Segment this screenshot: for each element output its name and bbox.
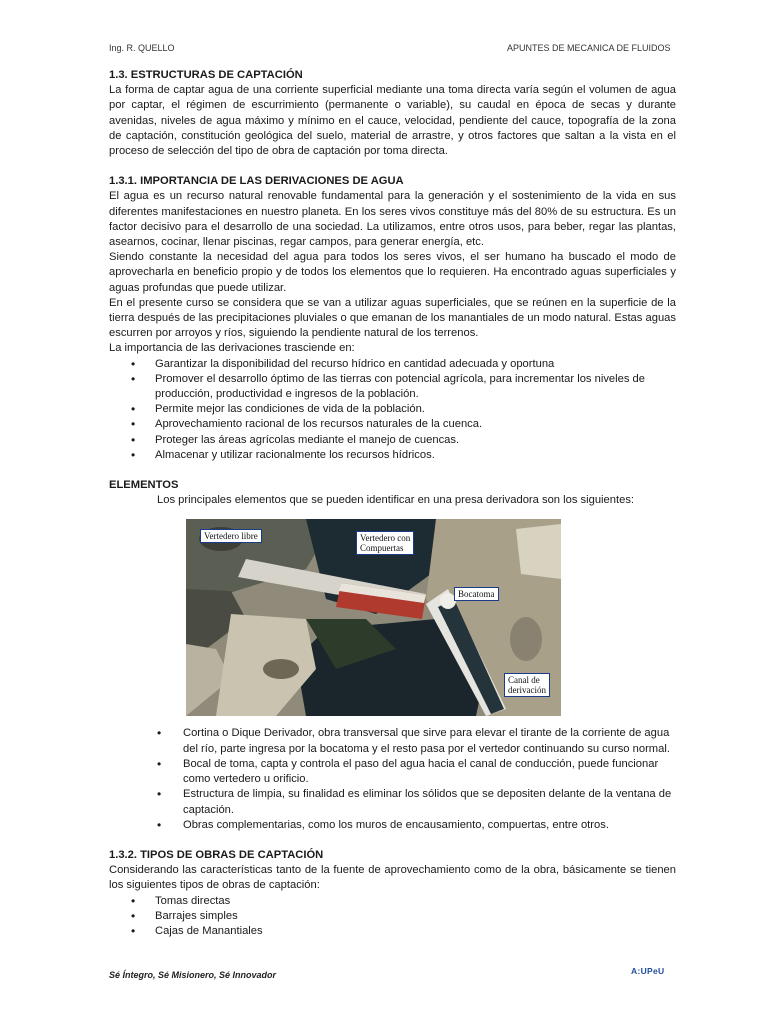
list-item: • Permite mejor las condiciones de vida de la población. [109,402,676,417]
list-item: • Proteger las áreas agrícolas mediante el manejo de cuencas. [109,433,676,448]
list-item: • Tomas directas [109,894,676,909]
list-item: • Cajas de Manantiales [109,924,676,939]
label-canal-derivacion: Canal de derivación [504,673,550,697]
paragraph: En el presente curso se considera que se van a utilizar aguas superficiales, que se reúnen en la superficie de la tierra después de las precipitaciones pluviales o que emanan de los manantiales de un modo natural. Estas aguas escurren por arroyos y ríos, siguiendo la pendiente natural de los terrenos. [109,296,676,340]
dam-aerial-photo [186,519,561,716]
list-item: • Aprovechamiento racional de los recursos naturales de la cuenca. [109,417,676,432]
header-course: APUNTES DE MECANICA DE FLUIDOS [507,43,671,53]
document-body [109,68,676,939]
section-title-1-3-2: 1.3.2. TIPOS DE OBRAS DE CAPTACIÓN [109,848,324,861]
paragraph: La forma de captar agua de una corriente superficial mediante una toma directa varía según el volumen de agua por captar, el régimen de escurrimiento (permanente o variable), su caudal en época de secas y durante avenidas, niveles de agua máximo y mínimo en el cauce, velocidad, pendiente del cauce, topografía de la zona de captación, constitución geológica del suelo, material de arrastre, y otros factores que saltan a la vista en el proceso de selección del tipo de obra de captación por toma directa. [109,84,676,158]
list-item: • Bocal de toma, capta y controla el paso del agua hacia el canal de conducción, puede funcionar como vertedero u orificio. [109,757,676,787]
list-item: • Promover el desarrollo óptimo de las tierras con potencial agrícola, para incrementar los niveles de producción, productividad e ingresos de la población. [109,372,676,402]
types-list [109,894,676,940]
list-item: • Garantizar la disponibilidad del recurso hídrico en cantidad adecuada y oportuna [109,357,676,372]
list-item: • Barrajes simples [109,909,676,924]
paragraph: La importancia de las derivaciones trasciende en: [109,342,355,355]
list-item: • Cortina o Dique Derivador, obra transversal que sirve para elevar el tirante de la corriente de agua del río, parte ingresa por la bocatoma y el resto pasa por el vertedor continuando su curso normal. [109,726,676,756]
paragraph: El agua es un recurso natural renovable fundamental para la generación y el sostenimiento de la vida en sus diferentes manifestaciones en nuestro planeta. En los seres vivos constituye más del 80% de su estructura. Es un factor decisivo para el desarrollo de una sociedad. La utilizamos, entre otros usos, para beber, regar las plantas, asearnos, cocinar, llenar piscinas, regar campos, para generar energía, etc. [109,190,676,249]
list-item: • Almacenar y utilizar racionalmente los recursos hídricos. [109,448,676,463]
section-title-1-3-1: 1.3.1. IMPORTANCIA DE LAS DERIVACIONES DE AGUA [109,175,404,188]
elements-list [109,726,676,832]
header-author: Ing. R. QUELLO [109,43,175,53]
list-item: • Obras complementarias, como los muros de encausamiento, compuertas, entre otros. [109,818,676,833]
paragraph: Considerando las características tanto de la fuente de aprovechamiento como de la obra, básicamente se tienen los siguientes tipos de obras de captación: [109,864,676,892]
importance-list [109,357,676,463]
paragraph: Los principales elementos que se pueden identificar en una presa derivadora son los siguientes: [157,494,635,507]
label-vertedero-compuertas: Vertedero con Compuertas [356,531,414,555]
section-title-elementos: ELEMENTOS [109,479,179,492]
paragraph: Siendo constante la necesidad del agua para todos los seres vivos, el ser humano ha buscado el modo de aprovecharla en beneficio propio y de todos los elementos que lo requieren. Ha encontrado aguas superficiales y aguas profundas que puede utilizar. [109,251,676,294]
label-vertedero-libre: Vertedero libre [200,529,262,543]
upeu-logo: A:UPeU [631,966,665,976]
footer-motto: Sé Íntegro, Sé Misionero, Sé Innovador [109,970,277,980]
section-title-1-3: 1.3. ESTRUCTURAS DE CAPTACIÓN [109,69,303,81]
list-item: • Estructura de limpia, su finalidad es eliminar los sólidos que se depositen delante de la ventana de captación. [109,787,676,817]
label-bocatoma: Bocatoma [454,587,499,601]
